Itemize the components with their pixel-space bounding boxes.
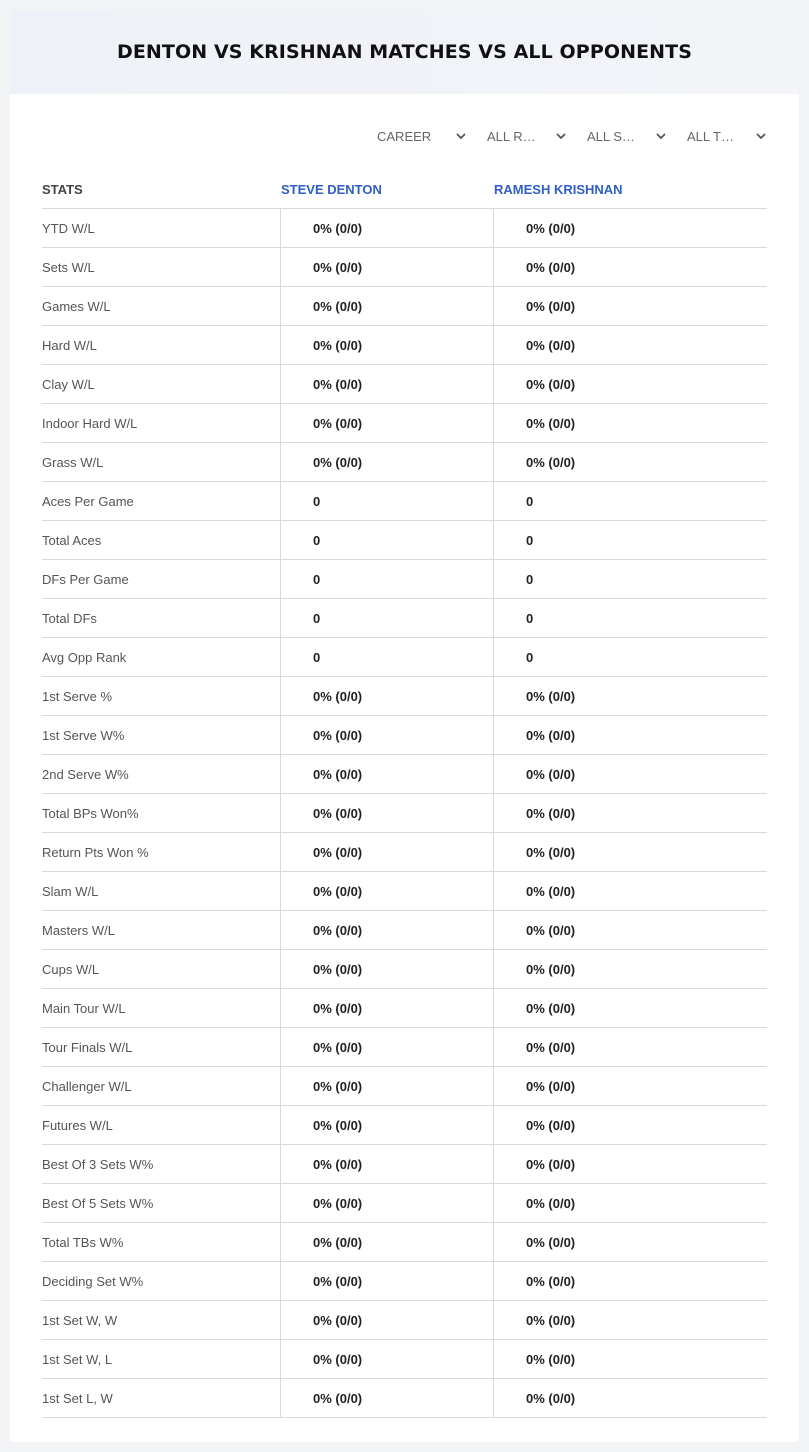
player2-stat-value: 0% (0/0) xyxy=(526,1156,576,1172)
stat-label: 1st Set W, W xyxy=(42,1301,281,1339)
player1-stat-value: 0% (0/0) xyxy=(281,248,494,286)
player1-stat-value: 0% (0/0) xyxy=(281,794,494,832)
page-title: DENTON VS KRISHNAN MATCHES VS ALL OPPONENTS xyxy=(116,41,693,63)
table-row xyxy=(42,989,767,1028)
player1-stat-value: 0% (0/0) xyxy=(281,365,494,403)
player1-stat-value: 0% (0/0) xyxy=(281,1067,494,1105)
stat-label: Main Tour W/L xyxy=(42,989,281,1027)
player1-stat-value: 0% (0/0) xyxy=(281,209,494,247)
player1-stat-value: 0 xyxy=(281,521,494,559)
player2-stat-value: 0% (0/0) xyxy=(526,298,576,314)
chevron-down-icon xyxy=(755,130,767,142)
player2-stat-value: 0% (0/0) xyxy=(526,337,576,353)
player1-stat-value: 0% (0/0) xyxy=(281,326,494,364)
player1-stat-value: 0% (0/0) xyxy=(281,287,494,325)
stat-label: Challenger W/L xyxy=(42,1067,281,1105)
table-row xyxy=(42,365,767,404)
filter-label: CAREER xyxy=(377,128,432,144)
player1-stat-value: 0% (0/0) xyxy=(281,833,494,871)
table-row xyxy=(42,404,767,443)
player1-stat-value: 0% (0/0) xyxy=(281,755,494,793)
player2-stat-value: 0% (0/0) xyxy=(526,1078,576,1094)
stat-label: Avg Opp Rank xyxy=(42,638,281,676)
stat-label: Tour Finals W/L xyxy=(42,1028,281,1066)
player2-stat-value: 0% (0/0) xyxy=(526,259,576,275)
stat-label: 1st Serve % xyxy=(42,677,281,715)
stat-label: Aces Per Game xyxy=(42,482,281,520)
stats-table xyxy=(42,208,767,1418)
player1-stat-value: 0% (0/0) xyxy=(281,989,494,1027)
stat-label: Return Pts Won % xyxy=(42,833,281,871)
stat-label: Clay W/L xyxy=(42,365,281,403)
chevron-down-icon xyxy=(555,130,567,142)
stat-label: Futures W/L xyxy=(42,1106,281,1144)
player2-stat-value: 0% (0/0) xyxy=(526,805,576,821)
stat-label: 2nd Serve W% xyxy=(42,755,281,793)
player2-stat-value: 0% (0/0) xyxy=(526,688,576,704)
player1-stat-value: 0% (0/0) xyxy=(281,716,494,754)
table-row xyxy=(42,1301,767,1340)
table-row xyxy=(42,1145,767,1184)
player1-stat-value: 0% (0/0) xyxy=(281,677,494,715)
player1-stat-value: 0% (0/0) xyxy=(281,1379,494,1417)
player2-stat-value: 0% (0/0) xyxy=(526,1312,576,1328)
player1-stat-value: 0% (0/0) xyxy=(281,1223,494,1261)
player2-stat-value: 0% (0/0) xyxy=(526,1117,576,1133)
player2-stat-value: 0 xyxy=(526,532,534,548)
table-row xyxy=(42,911,767,950)
table-row xyxy=(42,209,767,248)
player2-stat-value: 0% (0/0) xyxy=(526,1390,576,1406)
table-row xyxy=(42,872,767,911)
player1-stat-value: 0% (0/0) xyxy=(281,443,494,481)
player2-stat-value: 0% (0/0) xyxy=(526,844,576,860)
page-header xyxy=(10,10,799,94)
stat-label: Best Of 3 Sets W% xyxy=(42,1145,281,1183)
stat-label: Best Of 5 Sets W% xyxy=(42,1184,281,1222)
player2-stat-value: 0 xyxy=(526,493,534,509)
chevron-down-icon xyxy=(655,130,667,142)
player1-stat-value: 0% (0/0) xyxy=(281,950,494,988)
column-header-player1-link[interactable]: STEVE DENTON xyxy=(281,181,382,197)
table-row xyxy=(42,1028,767,1067)
filter-label: ALL T… xyxy=(687,128,734,144)
stat-label: Games W/L xyxy=(42,287,281,325)
player2-stat-value: 0% (0/0) xyxy=(526,376,576,392)
table-row xyxy=(42,638,767,677)
filter-label: ALL R… xyxy=(487,128,536,144)
player2-stat-value: 0% (0/0) xyxy=(526,1273,576,1289)
stat-label: 1st Serve W% xyxy=(42,716,281,754)
player2-stat-value: 0% (0/0) xyxy=(526,1195,576,1211)
table-row xyxy=(42,1379,767,1418)
player2-stat-value: 0% (0/0) xyxy=(526,727,576,743)
filter-tournament-select[interactable] xyxy=(667,124,767,148)
player1-stat-value: 0% (0/0) xyxy=(281,1301,494,1339)
table-row xyxy=(42,1223,767,1262)
player1-stat-value: 0% (0/0) xyxy=(281,404,494,442)
player1-stat-value: 0% (0/0) xyxy=(281,911,494,949)
column-header-stats: STATS xyxy=(42,181,83,197)
filter-label: ALL S… xyxy=(587,128,635,144)
filter-bar xyxy=(377,124,767,148)
table-row xyxy=(42,1340,767,1379)
table-row xyxy=(42,248,767,287)
stat-label: Hard W/L xyxy=(42,326,281,364)
table-row xyxy=(42,482,767,521)
table-row xyxy=(42,716,767,755)
player1-stat-value: 0% (0/0) xyxy=(281,1106,494,1144)
filter-round-select[interactable] xyxy=(467,124,567,148)
stat-label: Total Aces xyxy=(42,521,281,559)
table-row xyxy=(42,1262,767,1301)
table-row xyxy=(42,599,767,638)
player1-stat-value: 0% (0/0) xyxy=(281,1184,494,1222)
table-header xyxy=(42,170,767,208)
filter-period-select[interactable] xyxy=(377,124,467,148)
player1-stat-value: 0 xyxy=(281,638,494,676)
chevron-down-icon xyxy=(455,130,467,142)
table-row xyxy=(42,1184,767,1223)
player2-stat-value: 0% (0/0) xyxy=(526,1351,576,1367)
stat-label: Total BPs Won% xyxy=(42,794,281,832)
player1-stat-value: 0% (0/0) xyxy=(281,1262,494,1300)
table-row xyxy=(42,521,767,560)
table-row xyxy=(42,833,767,872)
stat-label: Slam W/L xyxy=(42,872,281,910)
player2-stat-value: 0 xyxy=(526,571,534,587)
column-header-player2-link[interactable]: RAMESH KRISHNAN xyxy=(494,181,623,197)
stat-label: Sets W/L xyxy=(42,248,281,286)
player2-stat-value: 0% (0/0) xyxy=(526,961,576,977)
player2-stat-value: 0% (0/0) xyxy=(526,1039,576,1055)
player2-stat-value: 0% (0/0) xyxy=(526,220,576,236)
stat-label: Cups W/L xyxy=(42,950,281,988)
player2-stat-value: 0% (0/0) xyxy=(526,883,576,899)
player1-stat-value: 0 xyxy=(281,482,494,520)
stat-label: YTD W/L xyxy=(42,209,281,247)
player2-stat-value: 0% (0/0) xyxy=(526,922,576,938)
player2-stat-value: 0% (0/0) xyxy=(526,1234,576,1250)
table-row xyxy=(42,755,767,794)
player2-stat-value: 0 xyxy=(526,649,534,665)
player1-stat-value: 0% (0/0) xyxy=(281,1145,494,1183)
table-row xyxy=(42,287,767,326)
table-row xyxy=(42,443,767,482)
stat-label: 1st Set W, L xyxy=(42,1340,281,1378)
player1-stat-value: 0 xyxy=(281,599,494,637)
table-row xyxy=(42,560,767,599)
player2-stat-value: 0% (0/0) xyxy=(526,415,576,431)
player1-stat-value: 0% (0/0) xyxy=(281,1028,494,1066)
stat-label: 1st Set L, W xyxy=(42,1379,281,1417)
player1-stat-value: 0 xyxy=(281,560,494,598)
table-row xyxy=(42,950,767,989)
stat-label: Total TBs W% xyxy=(42,1223,281,1261)
stat-label: Total DFs xyxy=(42,599,281,637)
player2-stat-value: 0% (0/0) xyxy=(526,766,576,782)
player1-stat-value: 0% (0/0) xyxy=(281,1340,494,1378)
stat-label: Deciding Set W% xyxy=(42,1262,281,1300)
table-row xyxy=(42,677,767,716)
stat-label: DFs Per Game xyxy=(42,560,281,598)
table-row xyxy=(42,1106,767,1145)
table-row xyxy=(42,326,767,365)
table-row xyxy=(42,1067,767,1106)
stat-label: Masters W/L xyxy=(42,911,281,949)
player2-stat-value: 0 xyxy=(526,610,534,626)
stats-card xyxy=(10,10,799,1442)
stat-label: Grass W/L xyxy=(42,443,281,481)
filter-surface-select[interactable] xyxy=(567,124,667,148)
player1-stat-value: 0% (0/0) xyxy=(281,872,494,910)
player2-stat-value: 0% (0/0) xyxy=(526,454,576,470)
player2-stat-value: 0% (0/0) xyxy=(526,1000,576,1016)
stat-label: Indoor Hard W/L xyxy=(42,404,281,442)
table-row xyxy=(42,794,767,833)
